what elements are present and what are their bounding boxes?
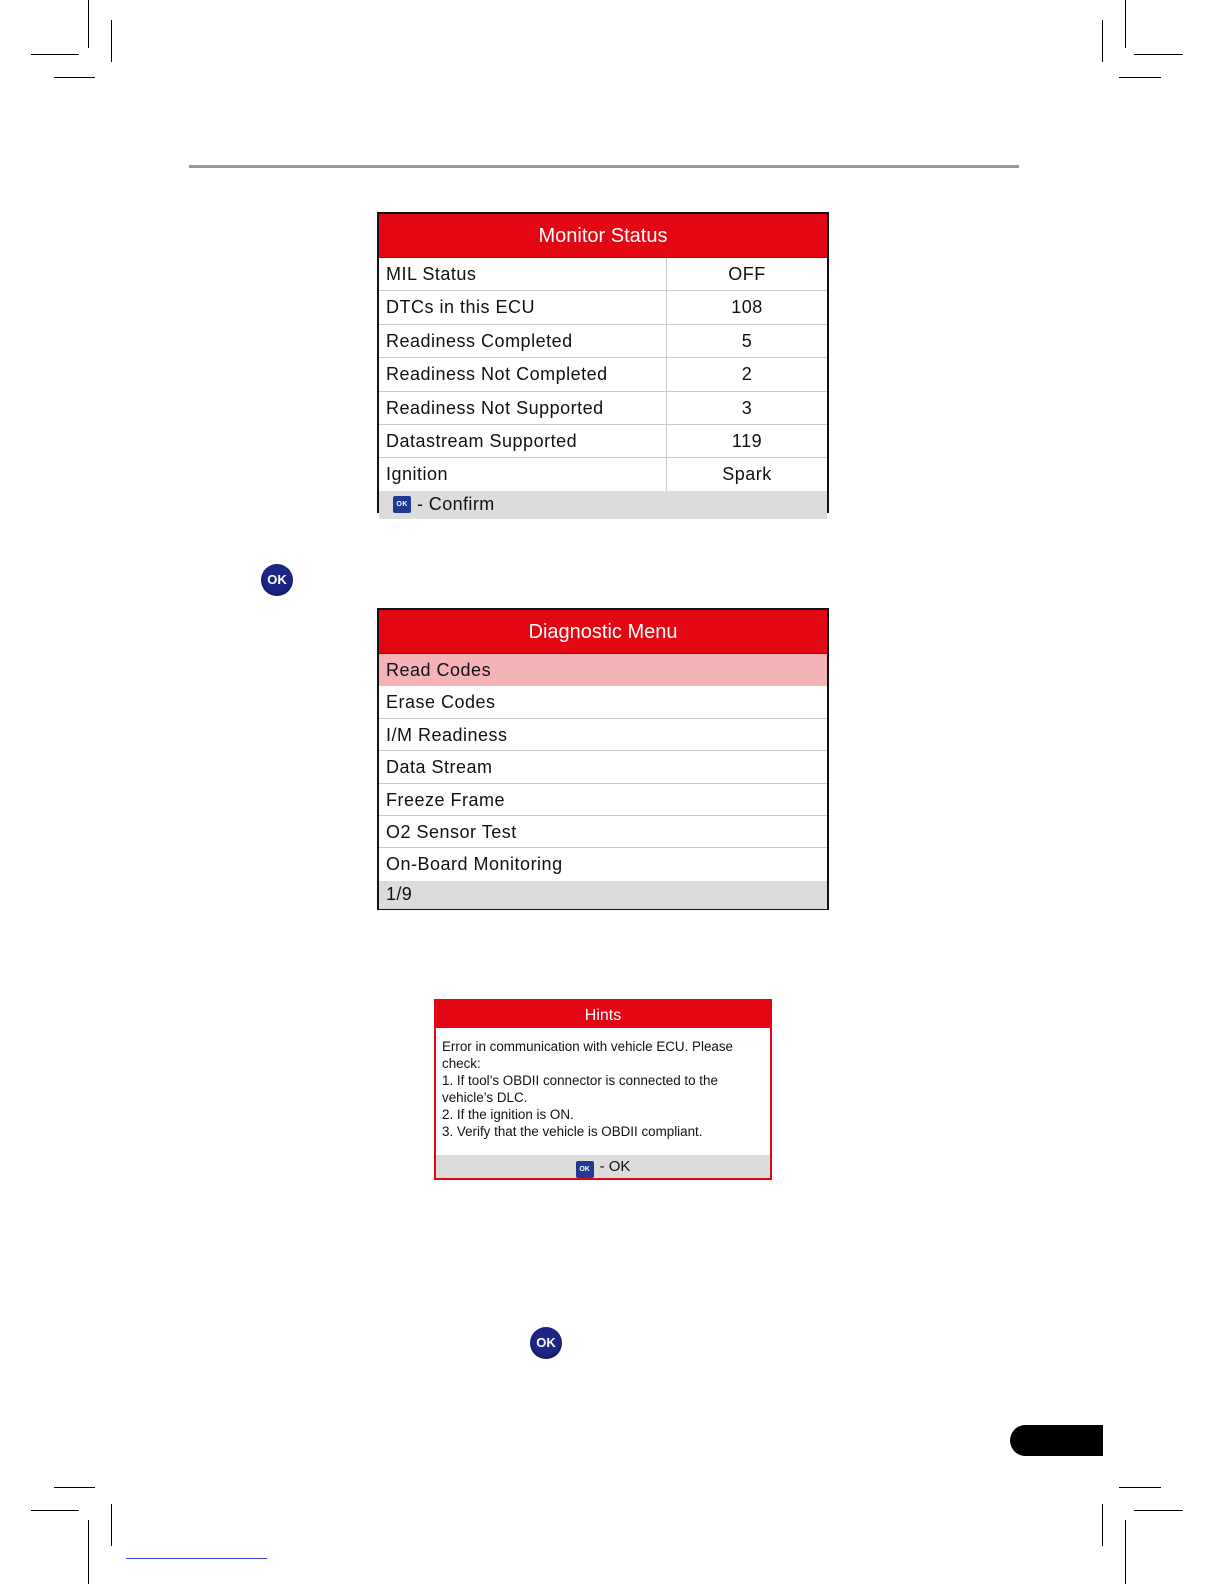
hints-line: 1. If tool’s OBDII connector is connected to the [442, 1073, 718, 1088]
hints-line: Error in communication with vehicle ECU. Please [442, 1039, 733, 1054]
monitor-status-screen [377, 212, 829, 513]
hints-line: vehicle’s DLC. [442, 1090, 528, 1105]
row-value: Spark [722, 464, 772, 485]
crop-mark [88, 1520, 89, 1584]
row-value: 108 [731, 297, 763, 318]
row-label: Datastream Supported [379, 425, 667, 457]
hints-ok-footer[interactable] [436, 1155, 770, 1178]
hints-ok-label: - OK [599, 1158, 631, 1175]
confirm-footer[interactable] [379, 491, 827, 519]
crop-mark [111, 1504, 112, 1546]
crop-mark [54, 1487, 95, 1488]
hints-title: Hints [436, 1001, 770, 1028]
table-row [379, 392, 827, 425]
ok-key-icon: OK [393, 496, 411, 513]
menu-item-im-readiness[interactable]: I/M Readiness [379, 719, 827, 751]
row-label: Readiness Completed [379, 325, 667, 357]
crop-mark [1125, 1520, 1126, 1584]
crop-mark [1119, 1487, 1161, 1488]
row-label: MIL Status [379, 258, 667, 290]
row-value: 119 [731, 430, 763, 451]
diagnostic-menu-screen [377, 608, 829, 910]
crop-mark [31, 1510, 79, 1511]
ok-button[interactable]: OK [261, 564, 293, 596]
crop-mark [111, 20, 112, 62]
menu-item-o2-sensor-test[interactable]: O2 Sensor Test [379, 816, 827, 848]
crop-mark [1125, 0, 1126, 48]
monitor-status-title: Monitor Status [379, 214, 827, 258]
table-row [379, 358, 827, 391]
hints-line: 2. If the ignition is ON. [442, 1107, 574, 1122]
ok-key-icon: OK [576, 1161, 594, 1178]
row-value: 2 [741, 364, 753, 385]
row-value: 5 [741, 330, 753, 351]
crop-mark [1134, 1510, 1183, 1511]
menu-item-on-board-monitoring[interactable]: On-Board Monitoring [386, 854, 563, 875]
page-indicator [379, 881, 827, 909]
hints-dialog [434, 999, 772, 1180]
menu-item-freeze-frame[interactable]: Freeze Frame [379, 784, 827, 816]
header-rule [189, 165, 1019, 168]
diagnostic-menu-title: Diagnostic Menu [379, 610, 827, 654]
table-row [379, 258, 827, 291]
confirm-label: - Confirm [417, 494, 495, 515]
row-value: OFF [728, 264, 766, 284]
menu-item-read-codes[interactable]: Read Codes [379, 654, 827, 686]
table-row [379, 458, 827, 490]
row-label: Readiness Not Supported [379, 392, 667, 424]
crop-mark [31, 54, 79, 55]
crop-mark [54, 77, 95, 78]
crop-mark [1102, 1504, 1103, 1546]
row-label: Ignition [379, 458, 667, 490]
menu-item-data-stream[interactable]: Data Stream [379, 751, 827, 783]
table-row [379, 325, 827, 358]
crop-mark [1102, 20, 1103, 62]
row-label: Readiness Not Completed [379, 358, 667, 390]
footer-link-underline [126, 1558, 267, 1559]
crop-mark [88, 0, 89, 48]
row-value: 3 [741, 397, 753, 418]
menu-item-erase-codes[interactable]: Erase Codes [379, 686, 827, 718]
hints-line: check: [442, 1056, 481, 1071]
hints-line: 3. Verify that the vehicle is OBDII compliant. [442, 1124, 703, 1139]
crop-mark [1134, 54, 1183, 55]
page-number-tab [1010, 1425, 1103, 1456]
hints-message [436, 1028, 770, 1148]
table-row [379, 425, 827, 458]
crop-mark [1119, 77, 1161, 78]
row-label: DTCs in this ECU [379, 291, 667, 323]
ok-button[interactable]: OK [530, 1327, 562, 1359]
table-row [379, 291, 827, 324]
page-indicator-label: 1/9 [386, 884, 413, 905]
